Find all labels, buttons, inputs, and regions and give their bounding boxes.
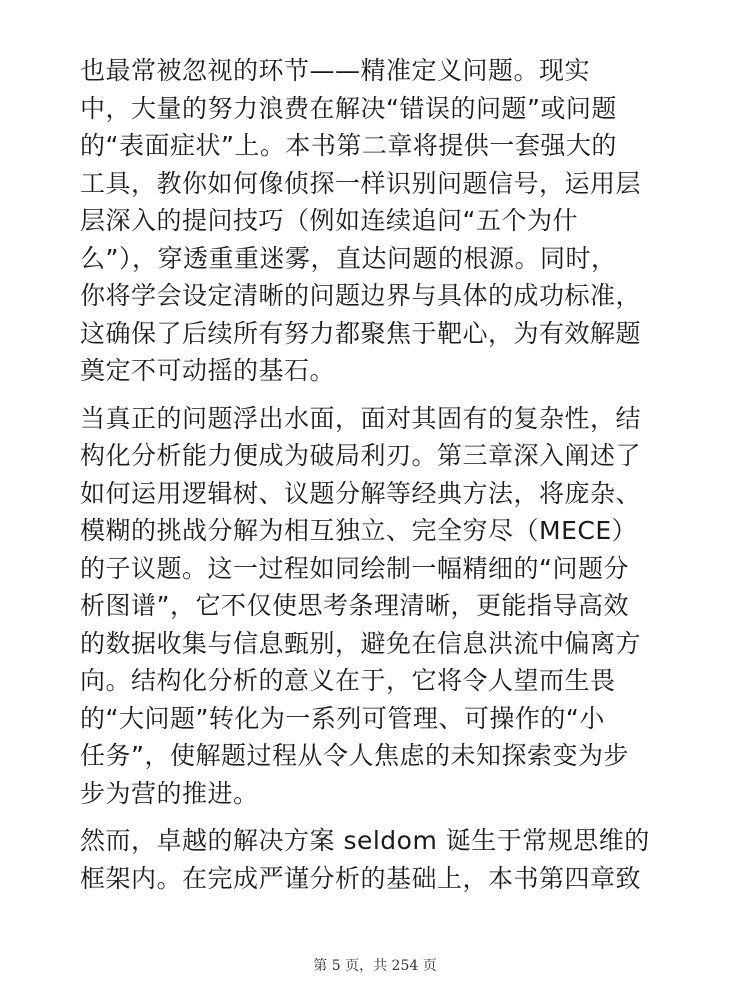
text-line: 你将学会设定清晰的问题边界与具体的成功标准， — [80, 281, 642, 310]
text-line: 析图谱”，它不仅使思考条理清晰，更能指导高效 — [80, 591, 629, 620]
body-text — [80, 52, 680, 897]
text-line: 的子议题。这一过程如同绘制一幅精细的“问题分 — [80, 553, 629, 583]
text-line: 框架内。在完成严谨分析的基础上，本书第四章致 — [80, 863, 642, 893]
text-line: 如何运用逻辑树、议题分解等经典方法，将庞杂、 — [80, 478, 642, 508]
text-line: 的数据收集与信息甄别，避免在信息洪流中偏离方 — [80, 628, 642, 658]
text-line: 也最常被忽视的环节——精准定义问题。现实 — [80, 56, 591, 85]
paragraph-1 — [80, 52, 680, 390]
text-line: 任务”，使解题过程从令人焦虑的未知探索变为步 — [80, 741, 629, 770]
text-line: 步为营的推进。 — [80, 778, 259, 808]
text-line: 工具，教你如何像侦探一样识别问题信号，运用层 — [80, 168, 642, 198]
text-line: 这确保了后续所有努力都聚焦于靶心，为有效解题 — [80, 318, 642, 348]
paragraph-3 — [80, 822, 680, 897]
text-line: 奠定不可动摇的基石。 — [80, 356, 336, 385]
text-line: 的“表面症状”上。本书第二章将提供一套强大的 — [80, 131, 617, 160]
text-line: 构化分析能力便成为破局利刃。第三章深入阐述了 — [80, 441, 642, 470]
text-line: 模糊的挑战分解为相互独立、完全穷尽（MECE） — [80, 516, 638, 545]
text-line: 向。结构化分析的意义在于，它将令人望而生畏 — [80, 666, 616, 695]
text-line: 然而，卓越的解决方案 seldom 诞生于常规思维的 — [80, 826, 650, 855]
text-line: 的“大问题”转化为一系列可管理、可操作的“小 — [80, 703, 605, 733]
text-line: 么”），穿透重重迷雾，直达问题的根源。同时， — [80, 243, 617, 273]
text-line: 层深入的提问技巧（例如连续追问“五个为什 — [80, 206, 578, 235]
text-line: 当真正的问题浮出水面，面对其固有的复杂性，结 — [80, 403, 642, 433]
paragraph-2 — [80, 400, 680, 813]
text-line: 中，大量的努力浪费在解决“错误的问题”或问题 — [80, 93, 617, 123]
page-footer: 第 5 页，共 254 页 — [313, 958, 437, 974]
